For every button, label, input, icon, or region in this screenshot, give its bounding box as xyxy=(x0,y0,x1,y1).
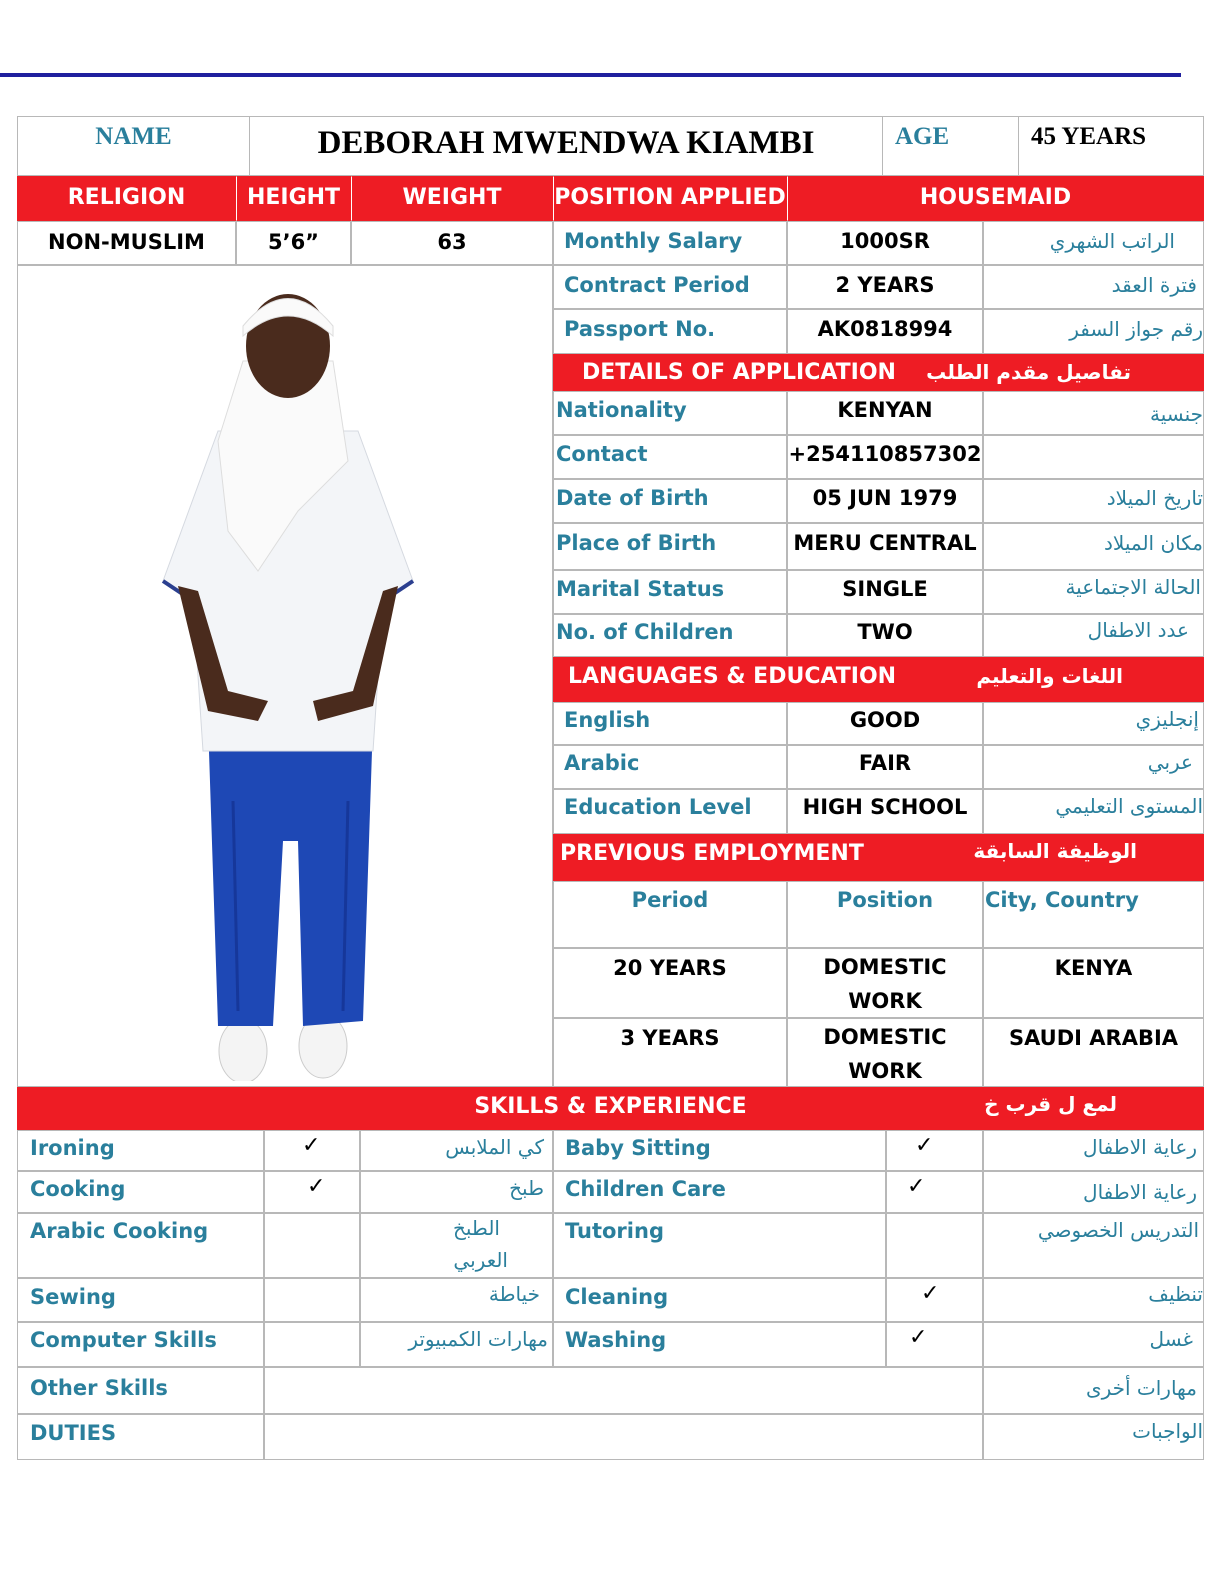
other-skills-label-cell xyxy=(17,1367,264,1414)
duties-ar: الواجبات xyxy=(1132,1419,1203,1443)
skill-washing-ar: غسل xyxy=(1149,1327,1193,1351)
nationality-ar: جنسية xyxy=(1150,402,1203,426)
skill-left-4-check-cell xyxy=(264,1322,360,1367)
other-skills-ar-cell xyxy=(983,1367,1204,1414)
skill-right-0-check-cell xyxy=(886,1130,983,1171)
monthly-salary-value: 1000SR xyxy=(840,229,930,253)
emp-col-period-cell xyxy=(553,881,787,948)
skill-left-4-label-cell xyxy=(17,1322,264,1367)
skill-sewing-ar: خياطة xyxy=(488,1282,540,1306)
emp-row-1-city-cell xyxy=(983,1018,1204,1087)
religion-cell xyxy=(17,221,236,265)
religion-value: NON-MUSLIM xyxy=(48,230,205,254)
contact-value: +254110857302 xyxy=(788,442,982,466)
emp-row-0-position-l2: WORK xyxy=(848,989,922,1013)
skill-cooking-ar: طبخ xyxy=(509,1176,544,1200)
marital-label: Marital Status xyxy=(556,577,725,601)
skill-computer-label: Computer Skills xyxy=(30,1328,217,1352)
skill-right-3-check-cell xyxy=(886,1278,983,1322)
weight-header-label: WEIGHT xyxy=(402,185,502,210)
education-value: HIGH SCHOOL xyxy=(802,795,968,819)
lang-row-1-label-cell xyxy=(553,745,787,789)
details-row-4-label-cell xyxy=(553,570,787,614)
details-row-1-label-cell xyxy=(553,435,787,479)
marital-value: SINGLE xyxy=(842,577,928,601)
emp-row-1-city: SAUDI ARABIA xyxy=(1008,1026,1179,1050)
emp-row-0-period: 20 YEARS xyxy=(613,956,727,980)
details-row-0-ar-cell xyxy=(983,391,1204,435)
religion-header xyxy=(17,176,236,221)
emp-col-position-cell xyxy=(787,881,983,948)
employment-heading-ar: الوظيفة السابقة xyxy=(973,839,1137,863)
job-row-1-ar-cell xyxy=(983,265,1204,309)
skill-right-4-ar-cell xyxy=(983,1322,1204,1367)
details-row-3-label-cell xyxy=(553,523,787,570)
skill-cooking-label: Cooking xyxy=(30,1177,126,1201)
contract-period-label: Contract Period xyxy=(564,273,750,297)
nationality-label: Nationality xyxy=(556,398,687,422)
details-row-5-label-cell xyxy=(553,614,787,657)
height-header-label: HEIGHT xyxy=(246,185,341,210)
arabic-ar: عربي xyxy=(1147,750,1193,774)
details-row-1-ar-cell xyxy=(983,435,1204,479)
contact-label: Contact xyxy=(556,442,648,466)
skill-childrencare-ar: رعاية الاطفال xyxy=(1083,1180,1197,1204)
details-header xyxy=(553,354,1204,391)
height-cell xyxy=(236,221,351,265)
emp-row-1-position-cell xyxy=(787,1018,983,1087)
other-skills-label: Other Skills xyxy=(30,1376,168,1400)
name-label-cell xyxy=(17,116,250,176)
job-row-0-label-cell xyxy=(553,221,787,265)
skill-right-4-label-cell xyxy=(553,1322,886,1367)
applicant-photo xyxy=(148,281,438,1081)
lang-row-0-label-cell xyxy=(553,702,787,745)
job-row-1-value-cell xyxy=(787,265,983,309)
skill-left-0-label-cell xyxy=(17,1130,264,1171)
pob-value: MERU CENTRAL xyxy=(793,531,977,555)
job-row-2-value-cell xyxy=(787,309,983,354)
children-ar: عدد الاطفال xyxy=(1087,618,1189,642)
arabic-label: Arabic xyxy=(564,751,640,775)
employment-heading: PREVIOUS EMPLOYMENT xyxy=(560,841,864,866)
english-label: English xyxy=(564,708,651,732)
skill-left-1-check-cell xyxy=(264,1171,360,1213)
contract-period-ar: فترة العقد xyxy=(1111,273,1197,297)
pob-label: Place of Birth xyxy=(556,531,717,555)
languages-header xyxy=(553,657,1204,702)
lang-row-1-ar-cell xyxy=(983,745,1204,789)
skill-right-1-ar-cell xyxy=(983,1171,1204,1213)
emp-col-city: City, Country xyxy=(985,888,1139,912)
skill-left-2-label-cell xyxy=(17,1213,264,1278)
skill-cleaning-check-icon: ✓ xyxy=(921,1281,940,1306)
skill-left-1-ar-cell xyxy=(360,1171,553,1213)
emp-row-1-period: 3 YEARS xyxy=(620,1026,720,1050)
job-row-0-value-cell xyxy=(787,221,983,265)
skill-sewing-label: Sewing xyxy=(30,1285,116,1309)
languages-heading: LANGUAGES & EDUCATION xyxy=(568,664,897,689)
job-row-1-label-cell xyxy=(553,265,787,309)
skill-babysitting-ar: رعاية الاطفال xyxy=(1083,1135,1197,1159)
details-row-4-value-cell xyxy=(787,570,983,614)
passport-ar: رقم جواز السفر xyxy=(1069,317,1203,341)
skill-right-1-label-cell xyxy=(553,1171,886,1213)
skill-childrencare-check-icon: ✓ xyxy=(907,1174,926,1199)
name-value-cell xyxy=(249,116,883,176)
skill-right-2-ar-cell xyxy=(983,1213,1204,1278)
details-row-5-value-cell xyxy=(787,614,983,657)
skill-tutoring-ar: التدريس الخصوصي xyxy=(1037,1218,1199,1242)
skill-ironing-ar: كي الملابس xyxy=(445,1135,544,1159)
age-label-cell xyxy=(882,116,1019,176)
emp-row-0-period-cell xyxy=(553,948,787,1018)
education-ar: المستوى التعليمي xyxy=(1055,794,1203,818)
details-row-2-ar-cell xyxy=(983,479,1204,523)
skill-right-4-check-cell xyxy=(886,1322,983,1367)
monthly-salary-label: Monthly Salary xyxy=(564,229,743,253)
position-header xyxy=(553,176,787,221)
details-row-2-label-cell xyxy=(553,479,787,523)
other-skills-value-cell xyxy=(264,1367,983,1414)
skill-right-0-label-cell xyxy=(553,1130,886,1171)
duties-value-cell xyxy=(264,1414,983,1460)
dob-label: Date of Birth xyxy=(556,486,709,510)
job-row-0-ar-cell xyxy=(983,221,1204,265)
skill-ironing-check-icon: ✓ xyxy=(302,1133,321,1158)
lang-row-2-label-cell xyxy=(553,789,787,834)
skill-babysitting-label: Baby Sitting xyxy=(565,1136,711,1160)
skill-arabiccooking-label: Arabic Cooking xyxy=(30,1219,209,1243)
skill-tutoring-label: Tutoring xyxy=(565,1219,664,1243)
emp-row-1-position-l1: DOMESTIC xyxy=(823,1025,947,1049)
details-heading-ar: تفاصيل مقدم الطلب xyxy=(926,360,1131,384)
skill-washing-check-icon: ✓ xyxy=(909,1325,928,1350)
emp-row-0-city: KENYA xyxy=(1054,956,1133,980)
details-row-2-value-cell xyxy=(787,479,983,523)
skill-left-4-ar-cell xyxy=(360,1322,553,1367)
job-row-2-label-cell xyxy=(553,309,787,354)
lang-row-1-value-cell xyxy=(787,745,983,789)
contract-period-value: 2 YEARS xyxy=(835,273,935,297)
other-skills-ar: مهارات أخرى xyxy=(1085,1376,1197,1400)
lang-row-2-value-cell xyxy=(787,789,983,834)
skill-right-3-ar-cell xyxy=(983,1278,1204,1322)
skill-right-2-check-cell xyxy=(886,1213,983,1278)
marital-ar: الحالة الاجتماعية xyxy=(1065,575,1201,599)
education-label: Education Level xyxy=(564,795,752,819)
monthly-salary-ar: الراتب الشهري xyxy=(1049,229,1175,253)
skill-left-3-label-cell xyxy=(17,1278,264,1322)
skills-heading-ar: لمع ل قرب خ xyxy=(984,1092,1117,1116)
skills-heading: SKILLS & EXPERIENCE xyxy=(474,1094,747,1119)
children-label: No. of Children xyxy=(556,620,734,644)
skill-right-0-ar-cell xyxy=(983,1130,1204,1171)
skill-left-1-label-cell xyxy=(17,1171,264,1213)
religion-header-label: RELIGION xyxy=(67,185,186,210)
skill-computer-ar: مهارات الكمبيوتر xyxy=(408,1327,548,1351)
children-value: TWO xyxy=(857,620,913,644)
details-row-3-value-cell xyxy=(787,523,983,570)
weight-cell xyxy=(351,221,553,265)
skill-left-3-ar-cell xyxy=(360,1278,553,1322)
details-row-0-label-cell xyxy=(553,391,787,435)
lang-row-0-value-cell xyxy=(787,702,983,745)
duties-ar-cell xyxy=(983,1414,1204,1460)
details-row-4-ar-cell xyxy=(983,570,1204,614)
employment-header xyxy=(553,834,1204,881)
skill-cleaning-ar: تنظيف xyxy=(1148,1282,1203,1306)
skill-left-2-check-cell xyxy=(264,1213,360,1278)
details-row-3-ar-cell xyxy=(983,523,1204,570)
skills-header xyxy=(17,1087,1204,1130)
job-row-2-ar-cell xyxy=(983,309,1204,354)
languages-heading-ar: اللغات والتعليم xyxy=(976,664,1123,688)
arabic-value: FAIR xyxy=(858,751,912,775)
skill-right-2-label-cell xyxy=(553,1213,886,1278)
details-heading: DETAILS OF APPLICATION xyxy=(582,360,896,385)
height-header xyxy=(236,176,351,221)
passport-label: Passport No. xyxy=(564,317,716,341)
pob-ar: مكان الميلاد xyxy=(1104,531,1203,555)
emp-col-period: Period xyxy=(631,888,709,912)
photo-cell xyxy=(17,265,553,1087)
skill-arabiccooking-ar-l2: العربي xyxy=(453,1248,508,1272)
applicant-name: DEBORAH MWENDWA KIAMBI xyxy=(317,125,815,161)
height-value: 5’6” xyxy=(267,230,319,254)
details-row-5-ar-cell xyxy=(983,614,1204,657)
skill-ironing-label: Ironing xyxy=(30,1136,115,1160)
emp-row-0-position-cell xyxy=(787,948,983,1018)
details-row-0-value-cell xyxy=(787,391,983,435)
position-value-header xyxy=(787,176,1204,221)
passport-value: AK0818994 xyxy=(817,317,953,341)
english-ar: إنجليزي xyxy=(1135,707,1199,731)
emp-row-1-period-cell xyxy=(553,1018,787,1087)
details-row-1-value-cell xyxy=(787,435,983,479)
skill-washing-label: Washing xyxy=(565,1328,667,1352)
skill-left-0-ar-cell xyxy=(360,1130,553,1171)
emp-row-0-position-l1: DOMESTIC xyxy=(823,955,947,979)
skill-right-3-label-cell xyxy=(553,1278,886,1322)
weight-value: 63 xyxy=(437,230,467,254)
skill-cooking-check-icon: ✓ xyxy=(307,1174,326,1199)
emp-col-city-cell xyxy=(983,881,1204,948)
emp-col-position: Position xyxy=(836,888,934,912)
skill-childrencare-label: Children Care xyxy=(565,1177,726,1201)
position-value: HOUSEMAID xyxy=(919,185,1072,210)
top-rule xyxy=(0,73,1181,77)
skill-arabiccooking-ar-l1: الطبخ xyxy=(452,1216,500,1240)
lang-row-2-ar-cell xyxy=(983,789,1204,834)
age-value: 45 YEARS xyxy=(1031,123,1147,150)
skill-cleaning-label: Cleaning xyxy=(565,1285,669,1309)
duties-label: DUTIES xyxy=(30,1421,117,1445)
emp-row-0-city-cell xyxy=(983,948,1204,1018)
skill-babysitting-check-icon: ✓ xyxy=(915,1133,934,1158)
skill-left-0-check-cell xyxy=(264,1130,360,1171)
position-header-label: POSITION APPLIED xyxy=(554,185,786,210)
age-value-cell xyxy=(1018,116,1204,176)
lang-row-0-ar-cell xyxy=(983,702,1204,745)
age-label: AGE xyxy=(895,123,950,150)
nationality-value: KENYAN xyxy=(837,398,933,422)
english-value: GOOD xyxy=(849,708,921,732)
skill-right-1-check-cell xyxy=(886,1171,983,1213)
skill-left-2-ar-cell xyxy=(360,1213,553,1278)
dob-ar: تاريخ الميلاد xyxy=(1106,486,1203,510)
weight-header xyxy=(351,176,553,221)
skill-left-3-check-cell xyxy=(264,1278,360,1322)
emp-row-1-position-l2: WORK xyxy=(848,1059,922,1083)
duties-label-cell xyxy=(17,1414,264,1460)
name-label: NAME xyxy=(95,123,172,150)
dob-value: 05 JUN 1979 xyxy=(812,486,958,510)
